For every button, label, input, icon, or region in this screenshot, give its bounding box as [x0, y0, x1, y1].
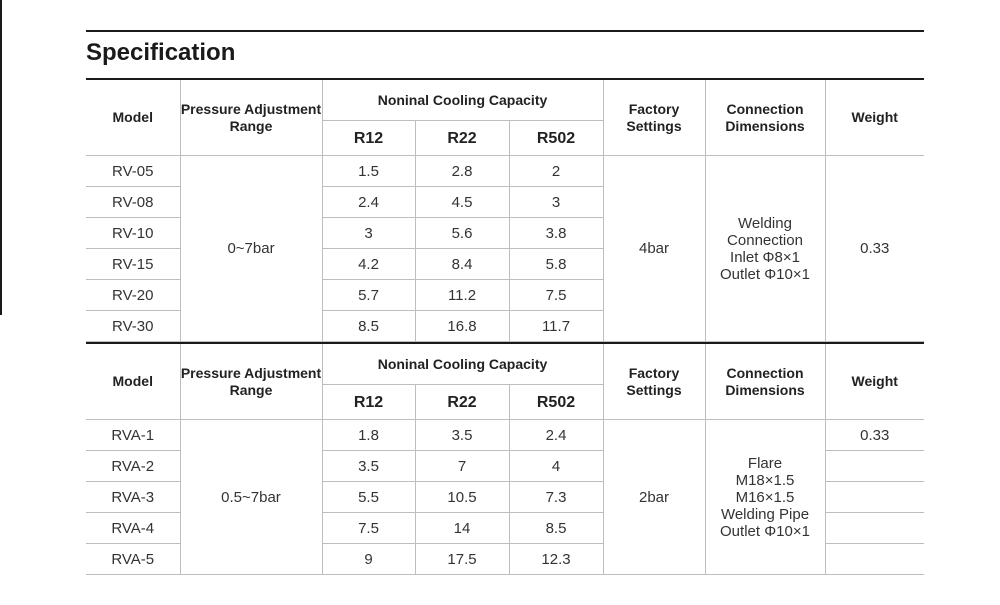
header-connection-dimensions: Connection Dimensions	[705, 343, 825, 420]
r502-cell: 8.5	[509, 513, 603, 544]
r12-cell: 5.5	[322, 482, 415, 513]
r12-cell: 1.8	[322, 420, 415, 451]
connection-line: Welding	[738, 214, 792, 232]
header-weight: Weight	[825, 79, 924, 156]
model-cell: RVA-2	[86, 451, 180, 482]
model-cell: RVA-5	[86, 544, 180, 575]
r22-cell: 10.5	[415, 482, 509, 513]
r22-cell: 2.8	[415, 156, 509, 187]
model-cell: RVA-4	[86, 513, 180, 544]
header-pressure-range: Pressure Adjustment Range	[180, 79, 322, 156]
r502-cell: 3	[509, 187, 603, 218]
r502-cell: 3.8	[509, 218, 603, 249]
weight-cell-empty	[825, 544, 924, 575]
factory-setting-cell: 2bar	[603, 420, 705, 575]
r12-cell: 7.5	[322, 513, 415, 544]
header-r12: R12	[322, 385, 415, 420]
connection-line: M18×1.5	[735, 471, 795, 489]
connection-line: Outlet Φ10×1	[720, 522, 810, 540]
weight-cell: 0.33	[825, 156, 924, 342]
r12-cell: 5.7	[322, 280, 415, 311]
r502-cell: 11.7	[509, 311, 603, 342]
r12-cell: 4.2	[322, 249, 415, 280]
connection-line: Inlet Φ8×1	[730, 248, 800, 266]
r502-cell: 12.3	[509, 544, 603, 575]
model-cell: RV-15	[86, 249, 180, 280]
r12-cell: 3.5	[322, 451, 415, 482]
model-cell: RV-10	[86, 218, 180, 249]
r22-cell: 11.2	[415, 280, 509, 311]
weight-cell-empty	[825, 513, 924, 544]
header-r502: R502	[509, 121, 603, 156]
r502-cell: 5.8	[509, 249, 603, 280]
r22-cell: 17.5	[415, 544, 509, 575]
connection-cell	[705, 156, 825, 342]
model-cell: RV-08	[86, 187, 180, 218]
table-row	[86, 420, 924, 451]
spec-section	[86, 30, 924, 575]
r22-cell: 7	[415, 451, 509, 482]
r12-cell: 2.4	[322, 187, 415, 218]
model-cell: RVA-1	[86, 420, 180, 451]
weight-cell-empty	[825, 482, 924, 513]
header-model: Model	[86, 79, 180, 156]
r12-cell: 9	[322, 544, 415, 575]
r502-cell: 2	[509, 156, 603, 187]
header-r22: R22	[415, 385, 509, 420]
spec-table-rva	[86, 342, 924, 575]
left-edge-bar	[0, 0, 2, 315]
r502-cell: 7.3	[509, 482, 603, 513]
r22-cell: 4.5	[415, 187, 509, 218]
table-row	[86, 156, 924, 187]
header-factory-settings: Factory Settings	[603, 79, 705, 156]
header-pressure-range: Pressure Adjustment Range	[180, 343, 322, 420]
connection-line: Outlet Φ10×1	[720, 265, 810, 283]
pressure-range-cell: 0.5~7bar	[180, 420, 322, 575]
r12-cell: 1.5	[322, 156, 415, 187]
r22-cell: 16.8	[415, 311, 509, 342]
r22-cell: 8.4	[415, 249, 509, 280]
header-model: Model	[86, 343, 180, 420]
connection-line: Flare	[747, 454, 783, 472]
factory-setting-cell: 4bar	[603, 156, 705, 342]
connection-line: Welding Pipe	[720, 505, 810, 523]
header-cooling-capacity: Noninal Cooling Capacity	[322, 79, 603, 121]
r12-cell: 3	[322, 218, 415, 249]
header-r22: R22	[415, 121, 509, 156]
header-r502: R502	[509, 385, 603, 420]
header-r12: R12	[322, 121, 415, 156]
r22-cell: 14	[415, 513, 509, 544]
connection-line: M16×1.5	[735, 488, 795, 506]
connection-line: Connection	[727, 231, 803, 249]
r502-cell: 4	[509, 451, 603, 482]
model-cell: RV-20	[86, 280, 180, 311]
weight-cell: 0.33	[825, 420, 924, 451]
model-cell: RV-30	[86, 311, 180, 342]
header-weight: Weight	[825, 343, 924, 420]
header-factory-settings: Factory Settings	[603, 343, 705, 420]
header-connection-dimensions: Connection Dimensions	[705, 79, 825, 156]
page-title: Specification	[86, 39, 236, 66]
model-cell: RVA-3	[86, 482, 180, 513]
r22-cell: 3.5	[415, 420, 509, 451]
spec-table-rv	[86, 78, 924, 342]
r12-cell: 8.5	[322, 311, 415, 342]
r502-cell: 2.4	[509, 420, 603, 451]
r502-cell: 7.5	[509, 280, 603, 311]
model-cell: RV-05	[86, 156, 180, 187]
pressure-range-cell: 0~7bar	[180, 156, 322, 342]
weight-cell-empty	[825, 451, 924, 482]
connection-cell	[705, 420, 825, 575]
header-cooling-capacity: Noninal Cooling Capacity	[322, 343, 603, 385]
r22-cell: 5.6	[415, 218, 509, 249]
